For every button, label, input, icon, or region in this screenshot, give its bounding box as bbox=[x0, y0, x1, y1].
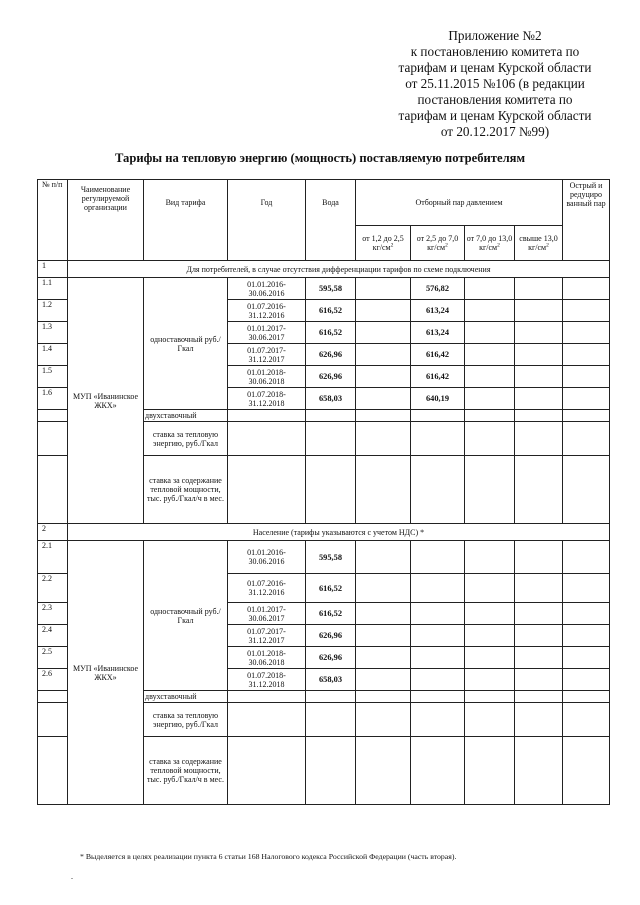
row-num bbox=[38, 456, 68, 524]
empty-cell bbox=[515, 388, 563, 410]
header-line: от 25.11.2015 №106 (в редакции bbox=[405, 76, 585, 91]
water-value: 595,58 bbox=[306, 278, 356, 300]
energy-rate-label: ставка за тепловую энергию, руб./Гкал bbox=[144, 703, 228, 737]
empty-cell bbox=[465, 574, 515, 603]
footnote: * Выделяется в целях реализации пункта 6 статьи 168 Налогового кодекса Российской Федерации (часть вторая). bbox=[80, 852, 457, 861]
empty-cell bbox=[465, 625, 515, 647]
header-line: тарифам и ценам Курской области bbox=[398, 60, 592, 75]
section-row bbox=[38, 524, 610, 541]
appendix-header bbox=[370, 28, 620, 140]
empty-cell bbox=[563, 366, 610, 388]
empty-cell bbox=[563, 410, 610, 422]
empty-cell bbox=[465, 388, 515, 410]
pressure-2-value bbox=[411, 669, 465, 691]
period: 01.07.2017- 31.12.2017 bbox=[228, 344, 306, 366]
header-line: тарифам и ценам Курской области bbox=[398, 108, 592, 123]
empty-cell bbox=[465, 366, 515, 388]
row-num bbox=[38, 410, 68, 422]
empty-cell bbox=[306, 422, 356, 456]
period: 01.07.2017- 31.12.2017 bbox=[228, 625, 306, 647]
pressure-1-value bbox=[356, 647, 411, 669]
empty-cell bbox=[228, 703, 306, 737]
water-value: 658,03 bbox=[306, 669, 356, 691]
section-title: Население (тарифы указываются с учетом НДС) * bbox=[68, 524, 610, 541]
pressure-1-value bbox=[356, 278, 411, 300]
empty-cell bbox=[515, 278, 563, 300]
water-value: 658,03 bbox=[306, 388, 356, 410]
pressure-2-value: 613,24 bbox=[411, 322, 465, 344]
pressure-1-value bbox=[356, 603, 411, 625]
header-steam: Отборный пар давлением bbox=[356, 180, 563, 226]
header-line: к постановлению комитета по bbox=[410, 44, 580, 59]
empty-cell bbox=[465, 322, 515, 344]
empty-cell bbox=[465, 278, 515, 300]
power-rate-label: ставка за содержание тепловой мощности, тыс. руб./Гкал/ч в мес. bbox=[144, 456, 228, 524]
empty-cell bbox=[515, 422, 563, 456]
section-title: Для потребителей, в случае отсутствия дифференциации тарифов по схеме подключения bbox=[68, 261, 610, 278]
header-type: Вид тарифа bbox=[144, 180, 228, 261]
empty-cell bbox=[563, 344, 610, 366]
header-water: Вода bbox=[306, 180, 356, 261]
row-num: 1.3 bbox=[38, 322, 68, 344]
section-num: 1 bbox=[38, 261, 68, 278]
empty-cell bbox=[563, 278, 610, 300]
header-num: № п/п bbox=[38, 180, 68, 261]
org-name: МУП «Иванинское ЖКХ» bbox=[68, 278, 144, 524]
section-row bbox=[38, 261, 610, 278]
header-year: Год bbox=[228, 180, 306, 261]
empty-cell bbox=[515, 703, 563, 737]
empty-cell bbox=[411, 737, 465, 805]
pressure-1-value bbox=[356, 322, 411, 344]
period: 01.01.2017- 30.06.2017 bbox=[228, 603, 306, 625]
period: 01.01.2016- 30.06.2016 bbox=[228, 278, 306, 300]
header-line: постановления комитета по bbox=[417, 92, 573, 107]
period: 01.07.2016- 31.12.2016 bbox=[228, 300, 306, 322]
empty-cell bbox=[465, 300, 515, 322]
row-num: 1.5 bbox=[38, 366, 68, 388]
empty-cell bbox=[563, 603, 610, 625]
period: 01.01.2016- 30.06.2016 bbox=[228, 541, 306, 574]
empty-cell bbox=[563, 422, 610, 456]
empty-cell bbox=[465, 703, 515, 737]
one-rate-label: одноставочный руб./Гкал bbox=[144, 541, 228, 691]
period: 01.01.2018- 30.06.2018 bbox=[228, 366, 306, 388]
period: 01.07.2018- 31.12.2018 bbox=[228, 388, 306, 410]
empty-cell bbox=[515, 344, 563, 366]
row-num: 2.2 bbox=[38, 574, 68, 603]
empty-cell bbox=[306, 703, 356, 737]
pressure-1-value bbox=[356, 625, 411, 647]
empty-cell bbox=[465, 344, 515, 366]
empty-cell bbox=[356, 737, 411, 805]
row-num bbox=[38, 737, 68, 805]
pressure-1-value bbox=[356, 344, 411, 366]
empty-cell bbox=[563, 322, 610, 344]
two-rate-label: двухставочный bbox=[144, 410, 228, 422]
pressure-2-value bbox=[411, 574, 465, 603]
empty-cell bbox=[465, 737, 515, 805]
pressure-2-value: 616,42 bbox=[411, 366, 465, 388]
pressure-2-value: 576,82 bbox=[411, 278, 465, 300]
empty-cell bbox=[515, 603, 563, 625]
power-rate-label: ставка за содержание тепловой мощности, тыс. руб./Гкал/ч в мес. bbox=[144, 737, 228, 805]
water-value: 616,52 bbox=[306, 603, 356, 625]
row-num: 1.1 bbox=[38, 278, 68, 300]
empty-cell bbox=[515, 300, 563, 322]
empty-cell bbox=[228, 410, 306, 422]
period: 01.01.2018- 30.06.2018 bbox=[228, 647, 306, 669]
empty-cell bbox=[515, 737, 563, 805]
empty-cell bbox=[563, 647, 610, 669]
empty-cell bbox=[356, 456, 411, 524]
tariff-table bbox=[37, 179, 610, 805]
header-pressure-1: от 1,2 до 2,5 $кг/см^2$ bbox=[356, 226, 411, 261]
empty-cell bbox=[563, 388, 610, 410]
row-num: 1.6 bbox=[38, 388, 68, 410]
empty-cell bbox=[515, 669, 563, 691]
pressure-2-value bbox=[411, 625, 465, 647]
header-org: Чаименование регулируемой организации bbox=[68, 180, 144, 261]
header-line: от 20.12.2017 №99) bbox=[440, 124, 550, 139]
pressure-2-value bbox=[411, 603, 465, 625]
empty-cell bbox=[306, 456, 356, 524]
pressure-1-value bbox=[356, 366, 411, 388]
water-value: 616,52 bbox=[306, 300, 356, 322]
empty-cell bbox=[356, 410, 411, 422]
empty-cell bbox=[515, 574, 563, 603]
empty-cell bbox=[411, 703, 465, 737]
stray-dot: . bbox=[71, 872, 73, 881]
pressure-1-value bbox=[356, 669, 411, 691]
water-value: 616,52 bbox=[306, 322, 356, 344]
empty-cell bbox=[411, 422, 465, 456]
empty-cell bbox=[465, 541, 515, 574]
pressure-1-value bbox=[356, 574, 411, 603]
empty-cell bbox=[515, 541, 563, 574]
empty-cell bbox=[228, 456, 306, 524]
empty-cell bbox=[515, 625, 563, 647]
pressure-1-value bbox=[356, 541, 411, 574]
header-pressure-2: от 2,5 до 7,0 $кг/см^2$ bbox=[411, 226, 465, 261]
row-num bbox=[38, 422, 68, 456]
empty-cell bbox=[411, 410, 465, 422]
period: 01.01.2017- 30.06.2017 bbox=[228, 322, 306, 344]
row-num: 2.1 bbox=[38, 541, 68, 574]
water-value: 595,58 bbox=[306, 541, 356, 574]
row-num: 2.6 bbox=[38, 669, 68, 691]
empty-cell bbox=[411, 456, 465, 524]
row-num bbox=[38, 691, 68, 703]
document-title: Тарифы на тепловую энергию (мощность) поставляемую потребителям bbox=[114, 151, 526, 165]
pressure-1-value bbox=[356, 300, 411, 322]
pressure-2-value bbox=[411, 541, 465, 574]
tariff-row bbox=[38, 278, 610, 300]
header-pressure-3: от 7,0 до 13,0 $кг/см^2$ bbox=[465, 226, 515, 261]
water-value: 626,96 bbox=[306, 366, 356, 388]
empty-cell bbox=[306, 410, 356, 422]
row-num: 2.4 bbox=[38, 625, 68, 647]
two-rate-label: двухставочный bbox=[144, 691, 228, 703]
header-sharp-steam: Острый и редуциро ванный пар bbox=[563, 180, 610, 261]
empty-cell bbox=[563, 300, 610, 322]
empty-cell bbox=[465, 647, 515, 669]
empty-cell bbox=[515, 647, 563, 669]
empty-cell bbox=[515, 410, 563, 422]
empty-cell bbox=[465, 422, 515, 456]
empty-cell bbox=[356, 422, 411, 456]
empty-cell bbox=[228, 422, 306, 456]
empty-cell bbox=[563, 737, 610, 805]
header-row bbox=[38, 180, 610, 226]
empty-cell bbox=[356, 703, 411, 737]
empty-cell bbox=[515, 691, 563, 703]
row-num: 1.2 bbox=[38, 300, 68, 322]
empty-cell bbox=[515, 456, 563, 524]
header-line: Приложение №2 bbox=[448, 28, 542, 43]
org-name: МУП «Иванинское ЖКХ» bbox=[68, 541, 144, 805]
empty-cell bbox=[563, 703, 610, 737]
empty-cell bbox=[563, 574, 610, 603]
pressure-1-value bbox=[356, 388, 411, 410]
empty-cell bbox=[515, 366, 563, 388]
water-value: 626,96 bbox=[306, 625, 356, 647]
row-num: 2.5 bbox=[38, 647, 68, 669]
pressure-2-value bbox=[411, 647, 465, 669]
empty-cell bbox=[563, 456, 610, 524]
water-value: 616,52 bbox=[306, 574, 356, 603]
empty-cell bbox=[465, 603, 515, 625]
empty-cell bbox=[228, 691, 306, 703]
empty-cell bbox=[356, 691, 411, 703]
water-value: 626,96 bbox=[306, 647, 356, 669]
period: 01.07.2018- 31.12.2018 bbox=[228, 669, 306, 691]
row-num: 1.4 bbox=[38, 344, 68, 366]
empty-cell bbox=[563, 669, 610, 691]
empty-cell bbox=[563, 625, 610, 647]
empty-cell bbox=[306, 691, 356, 703]
empty-cell bbox=[563, 691, 610, 703]
row-num: 2.3 bbox=[38, 603, 68, 625]
empty-cell bbox=[515, 322, 563, 344]
energy-rate-label: ставка за тепловую энергию, руб./Гкал bbox=[144, 422, 228, 456]
empty-cell bbox=[465, 691, 515, 703]
tariff-row bbox=[38, 541, 610, 574]
empty-cell bbox=[306, 737, 356, 805]
empty-cell bbox=[228, 737, 306, 805]
pressure-2-value: 616,42 bbox=[411, 344, 465, 366]
pressure-2-value: 640,19 bbox=[411, 388, 465, 410]
period: 01.07.2016- 31.12.2016 bbox=[228, 574, 306, 603]
empty-cell bbox=[563, 541, 610, 574]
empty-cell bbox=[465, 410, 515, 422]
empty-cell bbox=[411, 691, 465, 703]
pressure-2-value: 613,24 bbox=[411, 300, 465, 322]
empty-cell bbox=[465, 456, 515, 524]
one-rate-label: одноставочный руб./Гкал bbox=[144, 278, 228, 410]
section-num: 2 bbox=[38, 524, 68, 541]
empty-cell bbox=[465, 669, 515, 691]
row-num bbox=[38, 703, 68, 737]
water-value: 626,96 bbox=[306, 344, 356, 366]
header-pressure-4: свыше 13,0 $кг/см^2$ bbox=[515, 226, 563, 261]
